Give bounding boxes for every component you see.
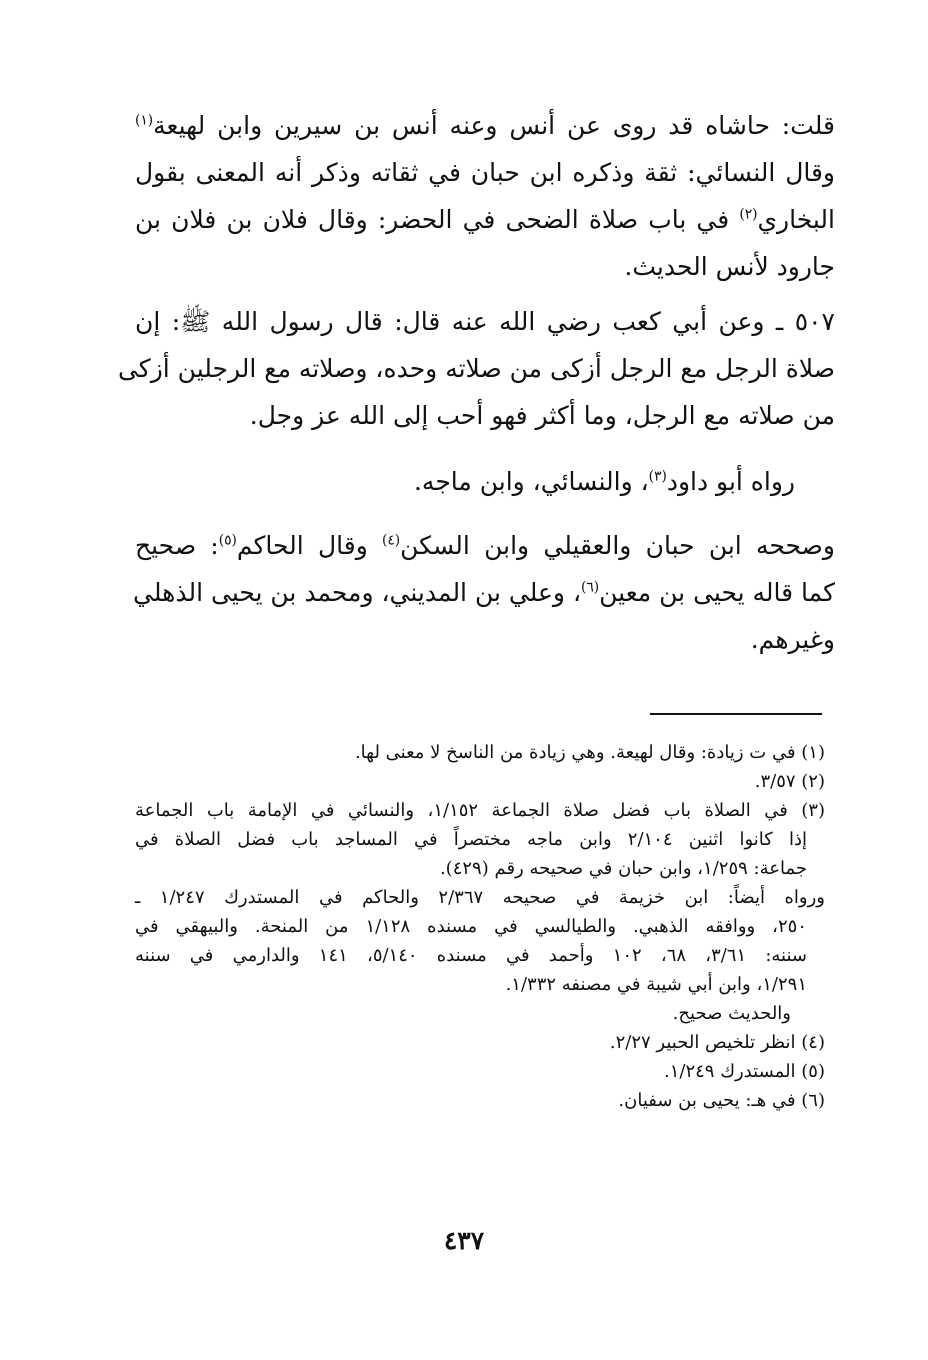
footnote-2: (٢) ٣/٥٧.	[754, 771, 825, 792]
text-span: ، وعلي بن المديني، ومحمد بن يحيى الذهلي	[133, 578, 582, 607]
text-line: من صلاته مع الرجل، وما أكثر فهو أحب إلى الله عز وجل.	[249, 401, 835, 430]
paragraph-narration	[135, 458, 835, 505]
text-line: وغيرهم.	[750, 625, 835, 654]
text-span: رواه أبو داود	[666, 467, 795, 496]
text-line: وقال النسائي: ثقة وذكره ابن حبان في ثقاته وذكر أنه المعنى بقول	[135, 158, 835, 187]
page-number: ٤٣٧	[443, 1226, 485, 1255]
footnote-ref-6: (٦)	[581, 579, 600, 596]
footnote-5: (٥) المستدرك ١/٢٤٩.	[663, 1061, 825, 1082]
text-span: قلت: حاشاه قد روى عن أنس وعنه أنس بن سيرين وابن لهيعة	[153, 111, 835, 140]
footnote-ref-5: (٥)	[218, 532, 237, 549]
text-span: وصححه ابن حبان والعقيلي وابن السكن	[400, 531, 835, 560]
footnote-ref-3: (٣)	[648, 468, 667, 485]
text-span: ، والنسائي، وابن ماجه.	[413, 467, 649, 496]
paragraph-narrator-note	[135, 102, 835, 290]
text-span: : صحيح	[135, 531, 219, 560]
footnote-separator	[650, 713, 822, 715]
text-line	[135, 102, 835, 149]
text-span: وقال الحاكم	[236, 531, 383, 560]
paragraph-authentication	[135, 522, 835, 663]
text-line	[135, 522, 835, 569]
footnote-3-continuation: إذا كانوا اثنين ٢/١٠٤ وابن ماجه مختصراً في المساجد باب فضل الصلاة في	[135, 829, 807, 850]
footnote-3-continuation: جماعة: ١/٢٥٩، وابن حبان في صحيحه رقم (٤٢٩).	[439, 858, 807, 879]
text-line	[135, 458, 795, 505]
text-line: صلاة الرجل مع الرجل أزكى من صلاته وحده، وصلاته مع الرجلين أزكى	[117, 354, 835, 383]
footnote-ref-2: (٢)	[739, 206, 758, 223]
footnote-3-continuation: ورواه أيضاً: ابن خزيمة في صحيحه ٢/٣٦٧ والحاكم في المستدرك ١/٢٤٧ ـ	[135, 887, 826, 908]
footnote-6: (٦) في هـ: يحيى بن سفيان.	[618, 1090, 825, 1111]
text-span: كما قاله يحيى بن معين	[599, 578, 835, 607]
text-span: في باب صلاة الضحى في الحضر: وقال فلان بن فلان بن	[135, 205, 740, 234]
footnote-3: (٣) في الصلاة باب فضل صلاة الجماعة ١/١٥٢، والنسائي في الإمامة باب الجماعة	[135, 800, 825, 821]
footnote-1: (١) في ت زيادة: وقال لهيعة. وهي زيادة من الناسخ لا معنى لها.	[354, 742, 825, 763]
footnotes	[135, 738, 825, 1115]
footnote-4: (٤) انظر تلخيص الحبير ٢/٢٧.	[609, 1032, 825, 1053]
footnote-3-continuation: ١/٢٩١، وابن أبي شيبة في مصنفه ١/٣٣٢.	[505, 974, 807, 995]
text-line: ٥٠٧ ـ وعن أبي كعب رضي الله عنه قال: قال رسول الله ﷺ: إن	[135, 307, 835, 336]
footnote-3-continuation: سننه: ٣/٦١، ٦٨، ١٠٢ وأحمد في مسنده ٥/١٤٠، ١٤١ والدارمي في سننه	[135, 945, 808, 966]
text-line: جارود لأنس الحديث.	[624, 252, 835, 281]
footnote-3-continuation: ٢٥٠، ووافقه الذهبي. والطيالسي في مسنده ١/١٢٨ من المنحة. والبيهقي في	[135, 916, 807, 937]
text-span: البخاري	[757, 205, 835, 234]
text-line	[135, 196, 835, 243]
paragraph-hadith-507	[117, 298, 835, 439]
footnote-ref-1: (١)	[135, 112, 154, 129]
footnote-ref-4: (٤)	[382, 532, 401, 549]
text-line	[135, 569, 835, 616]
footnote-3-continuation: والحديث صحيح.	[672, 1003, 791, 1024]
